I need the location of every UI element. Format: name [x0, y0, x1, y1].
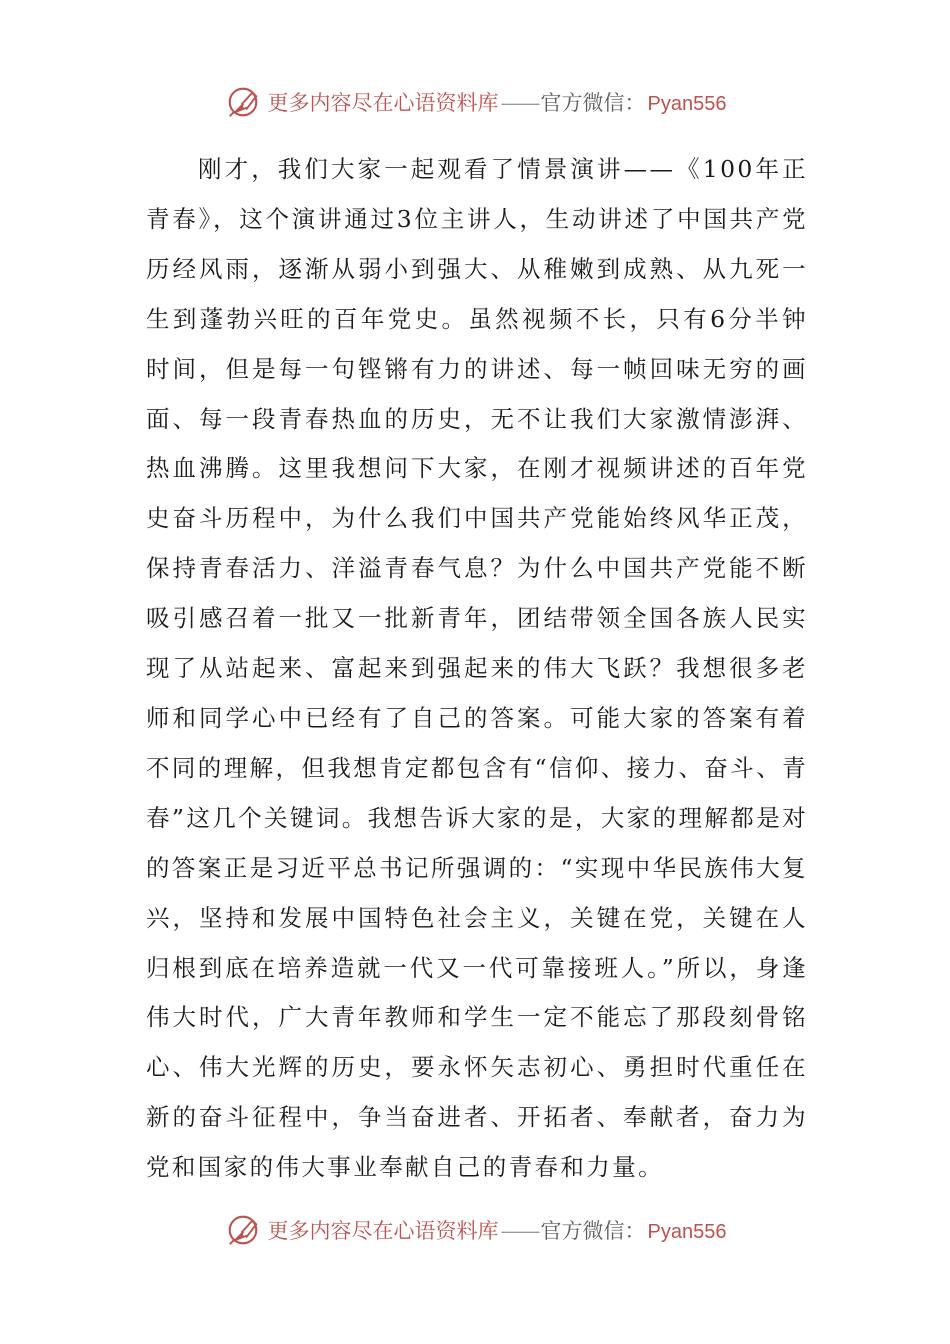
watermark-wechat-label: 官方微信： [540, 91, 646, 115]
watermark-main-text: 更多内容尽在心语资料库 [267, 91, 499, 115]
watermark-main-text: 更多内容尽在心语资料库 [267, 1219, 499, 1243]
footer-watermark [0, 1208, 950, 1252]
watermark-wechat-id: Pyan556 [647, 93, 727, 115]
watermark-text [268, 87, 727, 117]
body-paragraph: 刚才，我们大家一起观看了情景演讲——《100年正青春》，这个演讲通过3位主讲人，生动讲述了中国共产党历经风雨，逐渐从弱小到强大、从稚嫩到成熟、从九死一生到蓬勃兴旺的百年党史。虽然视频不长，只有6分半钟时间，但是每一句铿锵有力的讲述、每一帧回味无穷的画面、每一段青春热血的历史，无不让我们大家激情澎湃、热血沸腾。这里我想问下大家，在刚才视频讲述的百年党史奋斗历程中，为什么我们中国共产党能始终风华正茂，保持青春活力、洋溢青春气息？为什么中国共产党能不断吸引感召着一批又一批新青年，团结带领全国各族人民实现了从站起来、富起来到强起来的伟大飞跃？我想很多老师和同学心中已经有了自己的答案。可能大家的答案有着不同的理解，但我想肯定都包含有“信仰、接力、奋斗、青春”这几个关键词。我想告诉大家的是，大家的理解都是对的答案正是习近平总书记所强调的：“实现中华民族伟大复兴，坚持和发展中国特色社会主义，关键在党，关键在人归根到底在培养造就一代又一代可靠接班人。”所以，身逢伟大时代，广大青年教师和学生一定不能忘了那段刻骨铭心、伟大光辉的历史，要永怀矢志初心、勇担时代重任在新的奋斗征程中，争当奋进者、开拓者、奉献者，奋力为党和国家的伟大事业奉献自己的青春和力量。 [146, 155, 808, 1182]
watermark-wechat-label: 官方微信： [540, 1219, 646, 1243]
pen-nib-logo-icon [224, 1211, 262, 1249]
pen-nib-logo-icon [224, 83, 262, 121]
watermark-dash: —— [500, 91, 539, 115]
header-watermark [0, 80, 950, 124]
watermark-wechat-id: Pyan556 [647, 1221, 727, 1243]
watermark-dash: —— [500, 1219, 539, 1243]
watermark-text [268, 1215, 727, 1245]
